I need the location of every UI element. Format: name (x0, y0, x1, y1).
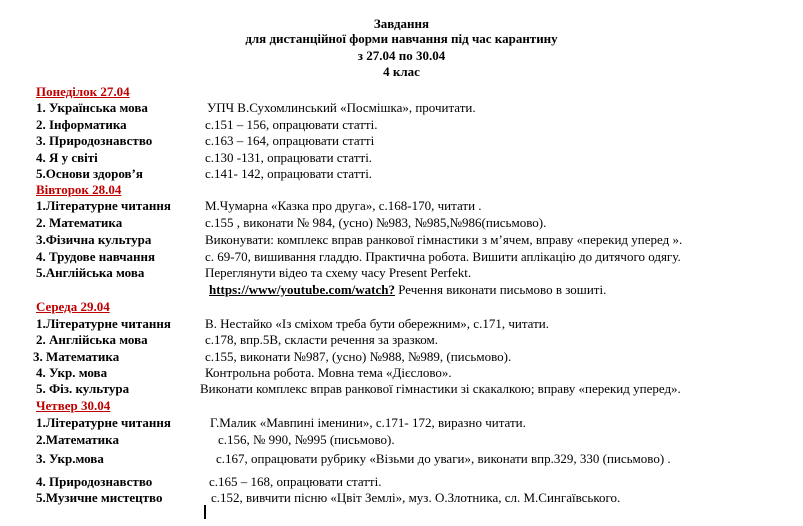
task-text: Г.Малик «Мавпині іменини», с.171- 172, виразно читати. (210, 415, 526, 430)
task-text: УПЧ В.Сухомлинський «Посмішка», прочитати. (207, 100, 476, 115)
subject-name: 4. Я у світі (36, 150, 98, 165)
schedule-row (0, 432, 803, 448)
task-text: с.130 -131, опрацювати статті. (205, 150, 373, 165)
schedule-row (0, 215, 803, 231)
task-text: с. 69-70, вишивання гладдю. Практична робота. Вишити аплікацію до дитячого одягу. (205, 249, 681, 264)
task-text: с.141- 142, опрацювати статті. (205, 166, 373, 181)
subject-name: 5.Музичне мистецтво (36, 490, 163, 505)
schedule-row (0, 166, 803, 182)
schedule-row (0, 100, 803, 116)
day-heading-tuesday: Вівторок 28.04 (36, 182, 122, 197)
task-text: Виконати комплекс вправ ранкової гімнастики зі скакалкою; вправу «перекид уперед». (200, 381, 681, 396)
schedule-row (0, 381, 803, 397)
subject-name: 4. Природознавство (36, 474, 153, 489)
video-link-line (209, 282, 606, 297)
schedule-row (0, 265, 803, 281)
video-link[interactable]: https://www/youtube.com/watch? (209, 282, 395, 297)
schedule-row (0, 117, 803, 133)
doc-title: Завдання (373, 16, 430, 31)
task-text: с.155, виконати №987, (усно) №988, №989, (письмово). (205, 349, 512, 364)
subject-name: 2. Інформатика (36, 117, 127, 132)
subject-name: 1.Літературне читання (36, 316, 171, 331)
subject-name: 3.Фізична культура (36, 232, 152, 247)
task-text: с.163 – 164, опрацювати статті (205, 133, 375, 148)
doc-grade: 4 клас (383, 64, 420, 79)
schedule-row (0, 451, 803, 467)
task-text: Контрольна робота. Мовна тема «Дієслово». (205, 365, 452, 380)
subject-name: 5. Фіз. культура (36, 381, 130, 396)
subject-name: 4. Укр. мова (36, 365, 108, 380)
subject-name: 3. Укр.мова (36, 451, 104, 466)
schedule-row (0, 490, 803, 506)
schedule-row (0, 249, 803, 265)
day-heading-thursday: Четвер 30.04 (36, 398, 111, 413)
task-text: Виконувати: комплекс вправ ранкової гімнастики з м’ячем, вправу «перекид уперед ». (205, 232, 683, 247)
subject-name: 4. Трудове навчання (36, 249, 156, 264)
subject-name: 2.Математика (36, 432, 119, 447)
schedule-row (0, 133, 803, 149)
task-text: В. Нестайко «Із сміхом треба бути обережним», с.171, читати. (205, 316, 549, 331)
subject-name: 1.Літературне читання (36, 415, 171, 430)
task-text: с.152, вивчити пісню «Цвіт Землі», муз. О.Злотника, сл. М.Сингаївського. (211, 490, 621, 505)
schedule-row (0, 415, 803, 431)
day-heading-monday: Понеділок 27.04 (36, 84, 130, 99)
task-text: с.165 – 168, опрацювати статті. (209, 474, 382, 489)
schedule-row (0, 349, 803, 365)
task-text: Переглянути відео та схему часу Present Perfekt. (205, 265, 472, 280)
task-text: с.155 , виконати № 984, (усно) №983, №985,№986(письмово). (205, 215, 547, 230)
subject-name: 1.Літературне читання (36, 198, 171, 213)
subject-name: 3. Природознавство (36, 133, 153, 148)
doc-date-range: з 27.04 по 30.04 (357, 48, 446, 63)
task-text: с.156, № 990, №995 (письмово). (218, 432, 395, 447)
schedule-row (0, 198, 803, 214)
subject-name: 3. Математика (33, 349, 120, 364)
doc-subtitle: для дистанційної форми навчання під час карантину (245, 31, 558, 46)
day-heading-wednesday: Середа 29.04 (36, 299, 110, 314)
schedule-row (0, 316, 803, 332)
subject-name: 2. Англійська мова (36, 332, 148, 347)
schedule-row (0, 332, 803, 348)
task-text: с.151 – 156, опрацювати статті. (205, 117, 378, 132)
subject-name: 1. Українська мова (36, 100, 148, 115)
schedule-row (0, 365, 803, 381)
text-cursor (204, 505, 206, 519)
link-note: Речення виконати письмово в зошиті. (394, 282, 607, 297)
schedule-row (0, 474, 803, 490)
task-text: М.Чумарна «Казка про друга», с.168-170, читати . (205, 198, 482, 213)
schedule-row (0, 150, 803, 166)
subject-name: 2. Математика (36, 215, 123, 230)
subject-name: 5.Англійська мова (36, 265, 145, 280)
schedule-row (0, 232, 803, 248)
task-text: с.167, опрацювати рубрику «Візьми до уваги», виконати впр.329, 330 (письмово) . (216, 451, 671, 466)
task-text: с.178, впр.5В, скласти речення за зразком. (205, 332, 439, 347)
subject-name: 5.Основи здоров’я (36, 166, 143, 181)
